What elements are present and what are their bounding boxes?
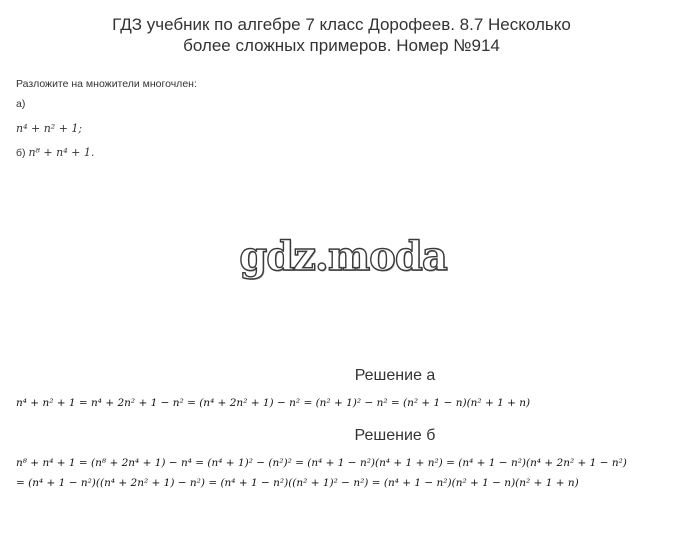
solution-b-equation-line-2: = (n⁴ + 1 − n²)((n⁴ + 2n² + 1) − n²) = (n⁴ + 1 − n²)((n² + 1)² − n²) = (n⁴ + 1 − n²)(n² + 1 − n)(n² + 1 + n)	[16, 477, 579, 489]
task-statement	[16, 78, 676, 166]
task-part-b-label: б)	[16, 147, 26, 159]
task-prompt: Разложите на множители многочлен:	[16, 78, 197, 90]
task-part-a-expression: n⁴ + n² + 1;	[16, 122, 83, 135]
page-title: ГДЗ учебник по алгебре 7 класс Дорофеев. 8.7 Несколько более сложных примеров. Номер №914	[112, 15, 571, 55]
task-part-a-label: а)	[16, 98, 26, 110]
solution-a-equation: n⁴ + n² + 1 = n⁴ + 2n² + 1 − n² = (n⁴ + 2n² + 1) − n² = (n² + 1)² − n² = (n² + 1 − n)(n² + 1 + n)	[16, 397, 531, 409]
watermark-logo: gdz.moda	[239, 232, 447, 280]
task-part-b-expression: n⁸ + n⁴ + 1.	[28, 146, 95, 159]
solution-b-equation-line-1: n⁸ + n⁴ + 1 = (n⁸ + 2n⁴ + 1) − n⁴ = (n⁴ + 1)² − (n²)² = (n⁴ + 1 − n²)(n⁴ + 1 + n²) = (n⁴ + 1 − n²)(n⁴ + 2n² + 1 − n²)	[16, 457, 627, 469]
solution-a-heading: Решение а	[354, 367, 436, 384]
solution-b-heading: Решение б	[354, 427, 436, 444]
task-part-b	[16, 146, 676, 166]
